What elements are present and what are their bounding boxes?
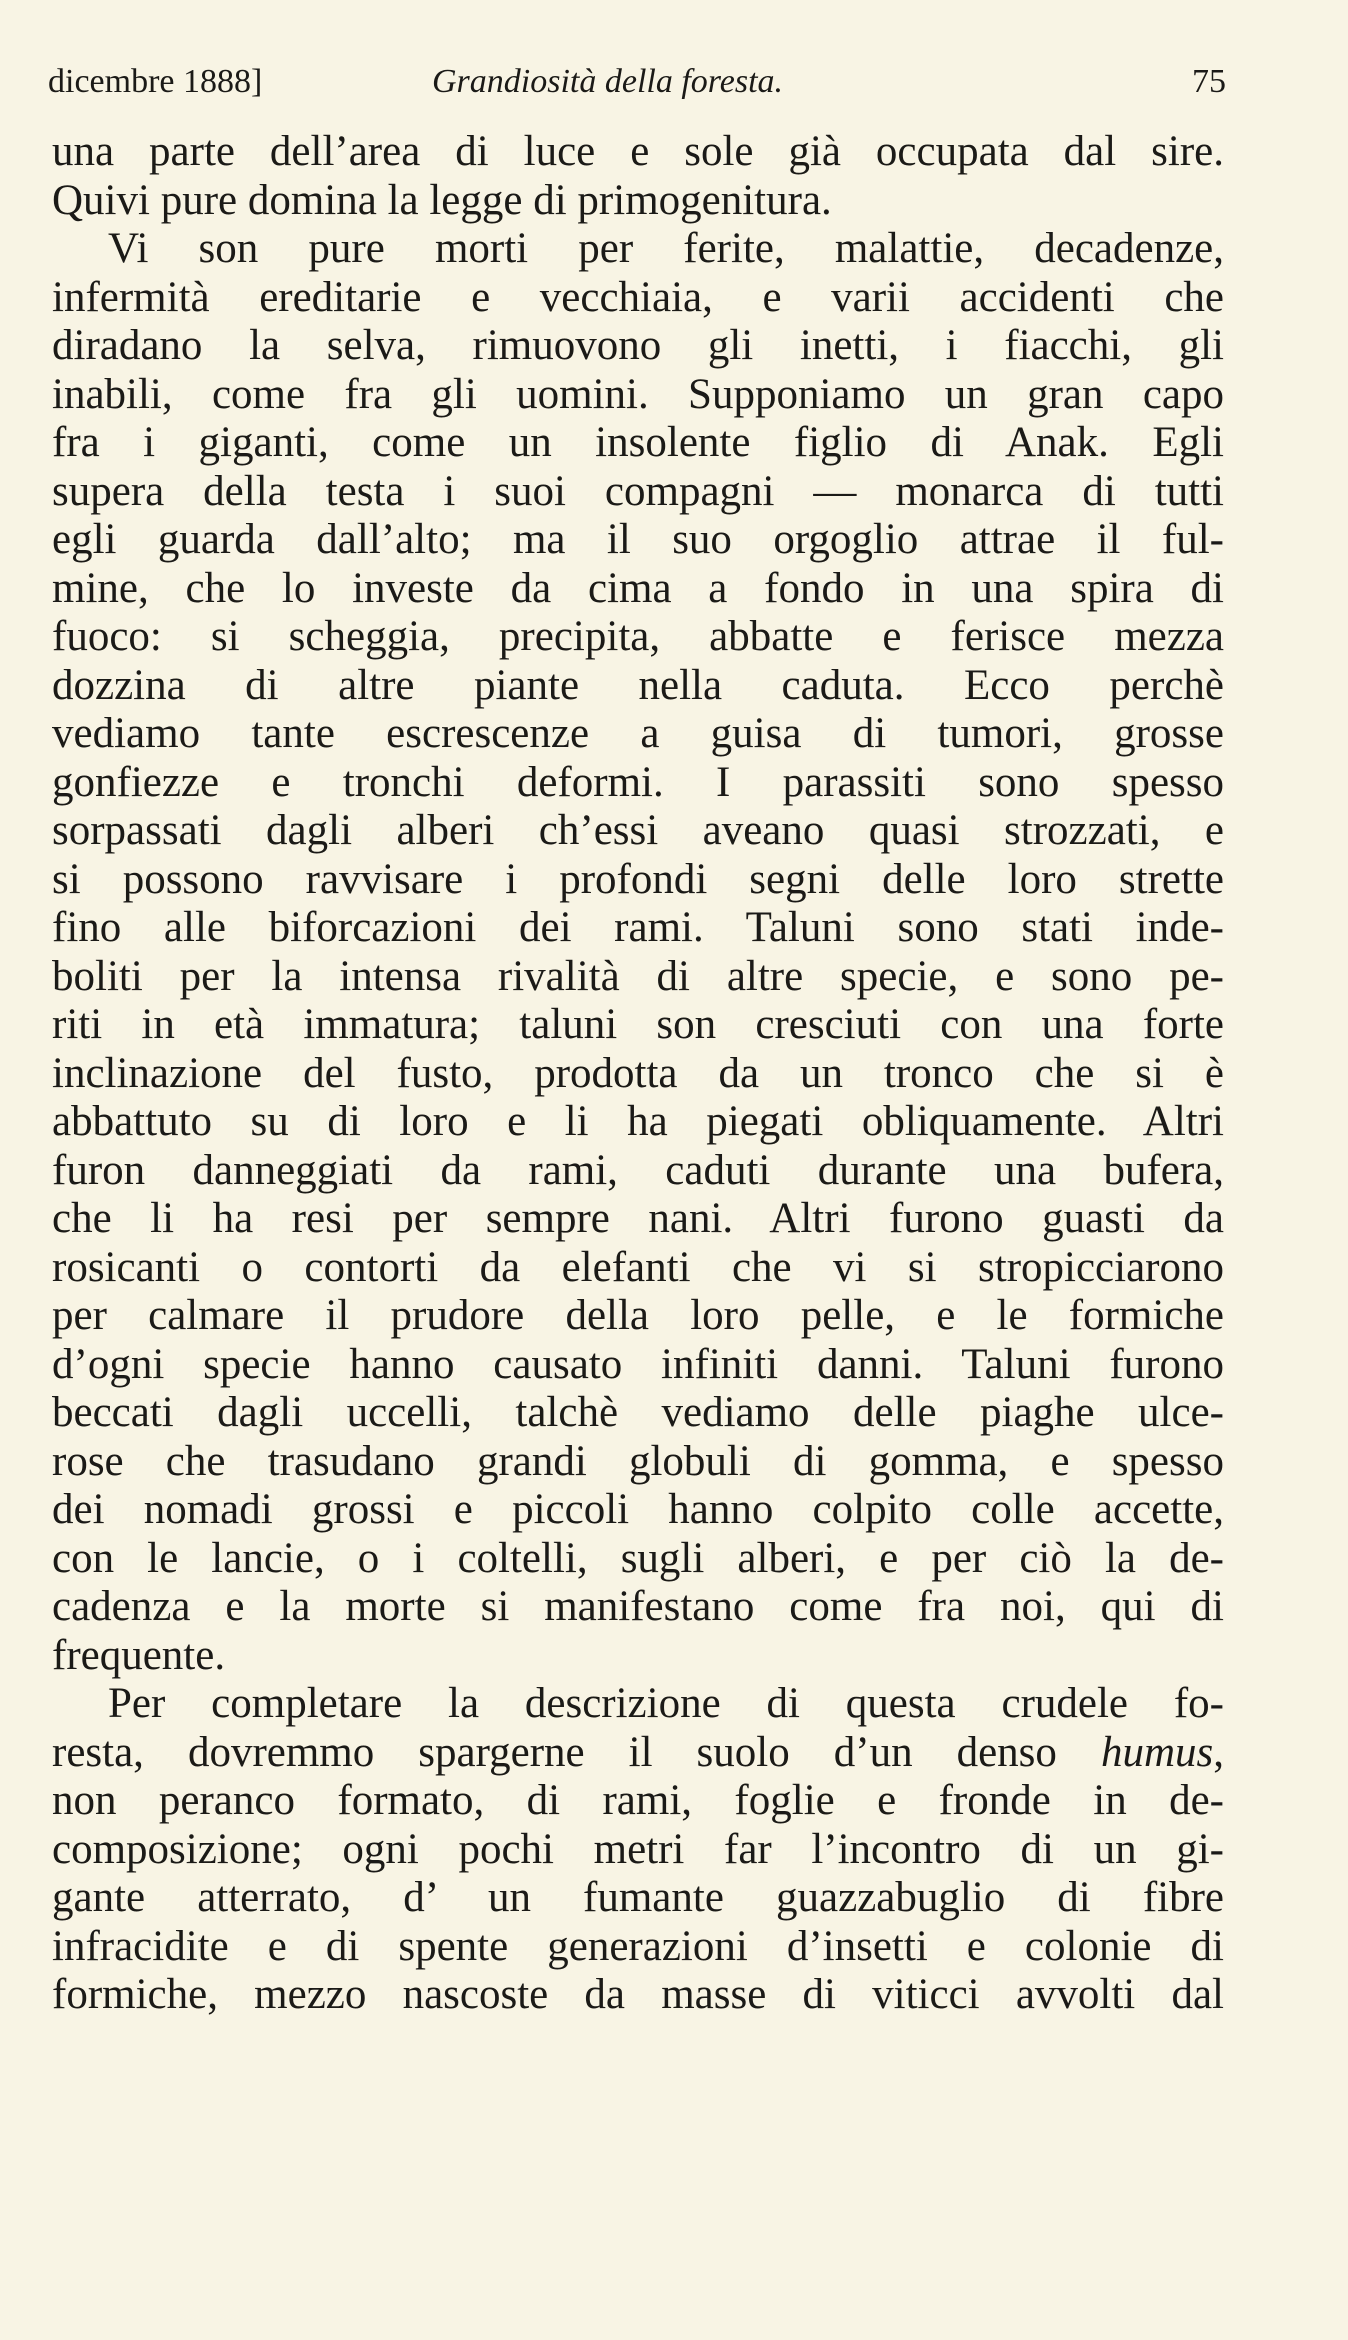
page-number: 75 xyxy=(1192,63,1226,100)
text-line xyxy=(52,468,1224,517)
text-line xyxy=(52,1438,1224,1487)
text-line xyxy=(52,662,1224,711)
text-line-content: con le lancie, o i coltelli, sugli alberi, e per ciò la de- xyxy=(52,1534,1224,1582)
text-line xyxy=(52,1923,1224,1972)
text-line-content: fuoco: si scheggia, precipita, abbatte e ferisce mezza xyxy=(52,613,1224,660)
text-line xyxy=(52,856,1224,905)
text-line-content: furon danneggiati da rami, caduti durante una bufera, xyxy=(52,1146,1224,1194)
text-line-content: boliti per la intensa rivalità di altre specie, e sono pe- xyxy=(52,952,1224,1000)
text-line-content: supera della testa i suoi compagni — monarca di tutti xyxy=(52,467,1224,515)
text-line-content: che li ha resi per sempre nani. Altri furono guasti da xyxy=(52,1195,1224,1242)
text-line xyxy=(52,1050,1224,1099)
text-line xyxy=(52,1535,1224,1584)
text-line xyxy=(52,516,1224,565)
text-line-content: infermità ereditarie e vecchiaia, e varii accidenti che xyxy=(52,273,1224,321)
text-line xyxy=(52,1389,1224,1438)
text-line xyxy=(52,1777,1224,1826)
text-line-content: Per completare la descrizione di questa crudele fo- xyxy=(108,1680,1224,1727)
text-line xyxy=(52,128,1224,177)
text-line xyxy=(52,1729,1224,1778)
text-line-content: infracidite e di spente generazioni d’insetti e colonie di xyxy=(52,1922,1224,1970)
text-line xyxy=(52,807,1224,856)
text-line-content: cadenza e la morte si manifestano come fra noi, qui di xyxy=(52,1583,1224,1630)
header-date: dicembre 1888] xyxy=(48,63,263,100)
text-line-content: gante atterrato, d’ un fumante guazzabuglio di fibre xyxy=(52,1874,1224,1921)
text-line-content: riti in età immatura; taluni son cresciuti con una forte xyxy=(52,1001,1224,1048)
text-line-content: Vi son pure morti per ferite, malattie, decadenze, xyxy=(108,225,1224,272)
text-line xyxy=(52,565,1224,614)
body-text xyxy=(52,128,1224,2020)
text-line-content: gonfiezze e tronchi deformi. I parassiti sono spesso xyxy=(52,758,1224,806)
text-line xyxy=(52,1244,1224,1293)
text-line xyxy=(52,904,1224,953)
text-line-content: rosicanti o contorti da elefanti che vi si stropicciarono xyxy=(52,1243,1224,1291)
text-line-content: fra i giganti, come un insolente figlio di Anak. Egli xyxy=(52,419,1224,466)
text-line-content: d’ogni specie hanno causato infiniti danni. Taluni furono xyxy=(52,1340,1224,1388)
text-line-content: inabili, come fra gli uomini. Supponiamo un gran capo xyxy=(52,370,1224,418)
text-line-content: una parte dell’area di luce e sole già occupata dal sire. xyxy=(52,128,1224,175)
text-line-content: sorpassati dagli alberi ch’essi aveano quasi strozzati, e xyxy=(52,807,1224,854)
text-line xyxy=(52,759,1224,808)
text-line-content: per calmare il prudore della loro pelle, e le formiche xyxy=(52,1292,1224,1339)
text-line-content: Quivi pure domina la legge di primogenitura. xyxy=(52,176,832,224)
text-line-content: mine, che lo investe da cima a fondo in una spira di xyxy=(52,564,1224,612)
text-line-content: egli guarda dall’alto; ma il suo orgoglio attrae il ful- xyxy=(52,516,1224,563)
text-line xyxy=(52,1632,1224,1681)
text-line-content: vediamo tante escrescenze a guisa di tumori, grosse xyxy=(52,710,1224,757)
text-line xyxy=(52,1341,1224,1390)
text-line-content: resta, dovremmo spargerne il suolo d’un denso xyxy=(52,1728,1101,1776)
text-line xyxy=(52,1971,1224,2020)
text-line-content: abbattuto su di loro e li ha piegati obliquamente. Altri xyxy=(52,1098,1224,1145)
text-line xyxy=(52,371,1224,420)
text-line xyxy=(52,710,1224,759)
text-line-content: dei nomadi grossi e piccoli hanno colpito colle accette, xyxy=(52,1486,1224,1533)
italic-term: humus xyxy=(1100,1728,1214,1776)
text-line-tail: , xyxy=(1213,1728,1224,1776)
text-line xyxy=(52,225,1224,274)
text-line xyxy=(52,1486,1224,1535)
text-line xyxy=(52,953,1224,1002)
text-line xyxy=(52,1826,1224,1875)
text-line xyxy=(52,274,1224,323)
text-line xyxy=(52,177,1224,226)
header-chapter-title: Grandiosità della foresta. xyxy=(432,63,784,100)
text-line xyxy=(52,1195,1224,1244)
text-line xyxy=(52,1292,1224,1341)
text-line xyxy=(52,1001,1224,1050)
text-line-content: rose che trasudano grandi globuli di gomma, e spesso xyxy=(52,1437,1224,1485)
text-line-content: si possono ravvisare i profondi segni delle loro strette xyxy=(52,855,1224,903)
text-line xyxy=(52,419,1224,468)
text-line-content: frequente. xyxy=(52,1631,226,1679)
text-line-content: non peranco formato, di rami, foglie e fronde in de- xyxy=(52,1777,1224,1824)
text-line-content: diradano la selva, rimuovono gli inetti, i fiacchi, gli xyxy=(52,322,1224,369)
text-line xyxy=(52,1147,1224,1196)
running-head xyxy=(48,52,1226,112)
text-line-content: beccati dagli uccelli, talchè vediamo delle piaghe ulce- xyxy=(52,1389,1224,1436)
text-line xyxy=(52,1874,1224,1923)
text-line xyxy=(52,1680,1224,1729)
text-line-content: fino alle biforcazioni dei rami. Taluni sono stati inde- xyxy=(52,904,1224,951)
text-line-content: dozzina di altre piante nella caduta. Ecco perchè xyxy=(52,661,1224,709)
text-line-content: composizione; ogni pochi metri far l’incontro di un gi- xyxy=(52,1825,1224,1873)
text-line xyxy=(52,1583,1224,1632)
text-line xyxy=(52,322,1224,371)
text-line xyxy=(52,613,1224,662)
text-line-content: formiche, mezzo nascoste da masse di viticci avvolti dal xyxy=(52,1971,1224,2018)
text-line xyxy=(52,1098,1224,1147)
text-line-content: inclinazione del fusto, prodotta da un tronco che si è xyxy=(52,1049,1224,1097)
